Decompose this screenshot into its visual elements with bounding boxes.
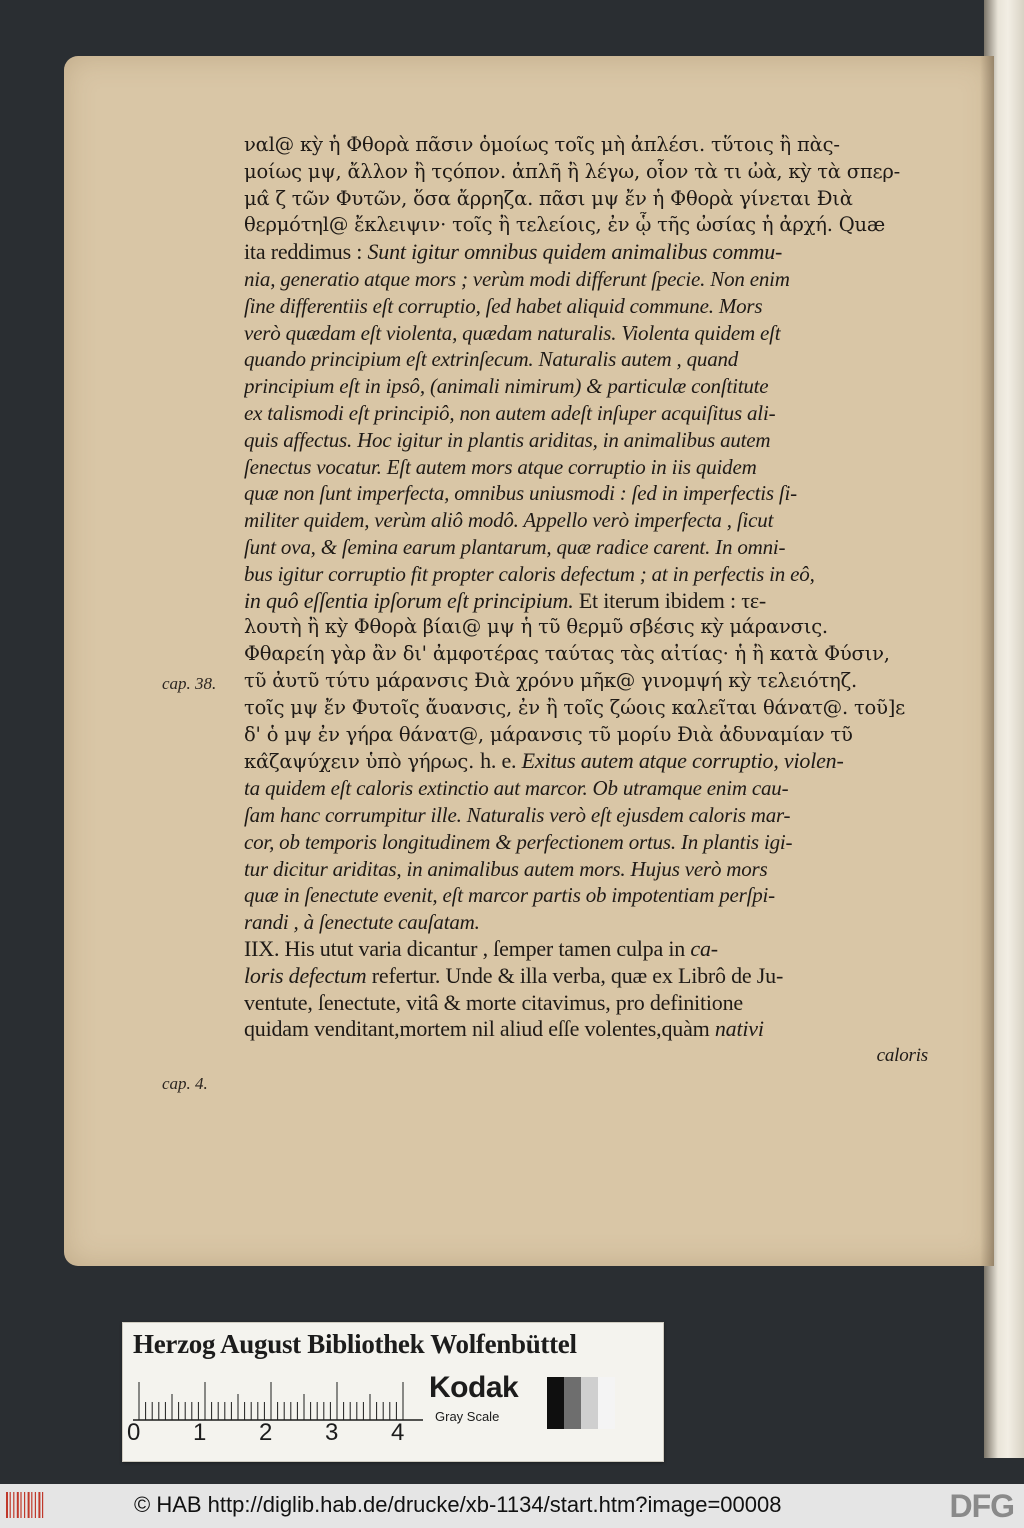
margin-notes [162,670,242,1110]
text-line [244,239,936,266]
color-calibration-card [122,1322,664,1462]
text-line: ſam hanc corrumpitur ille. Naturalis verò eſt ejusdem caloris mar- [244,802,791,827]
text-segment: quidam venditant,mortem nil aliud eſſe volentes,quàm [244,1016,715,1042]
text-line: quis affectus. Hoc igitur in plantis ariditas, in animalibus autem [244,427,771,452]
text-line [244,963,936,990]
barcode-icon [6,1492,46,1518]
text-segment: IIX. His utut varia dicantur , ſemper tamen culpa in [244,935,691,961]
footer-bar [0,1484,1024,1528]
barcode-bar [13,1492,14,1518]
text-line: ſunt ova, & ſemina earum plantarum, quæ radice carent. In omni- [244,534,786,559]
barcode-bar [10,1492,11,1518]
text-line [244,748,936,775]
barcode-bar [24,1492,25,1518]
text-line: μα̂ ζ τῶν Φυτῶν, ὅσα ἄρρηζα. πᾶσι μψ ἔν ἡ Φθορὰ γίνεται Ɖιὰ [244,186,853,210]
barcode-bar [35,1492,36,1518]
text-line: ta quidem eſt caloris extinctio aut marcor. Ob utramque enim cau- [244,776,789,801]
text-segment: in quô eſſentia ipſorum eſt principium. [244,587,579,613]
text-line: δ' ὁ μψ ἐν γήρα θάνατ@, μάρανσις τῦ μορίυ Ɖιὰ ἀδυναμίαν τῦ [244,722,853,746]
margin-note-cap-38: cap. 38. [162,674,217,693]
text-line: verò quædam eſt violenta, quædam naturalis. Violenta quidem eſt [244,320,781,345]
ruler-number: 2 [259,1419,273,1446]
gray-scale-label: Gray Scale [435,1409,500,1424]
page-text [244,132,936,1172]
text-line: ſine differentiis eſt corruptio, ſed habet aliquid commune. Mors [244,293,763,318]
margin-note-cap-4: cap. 4. [162,1074,208,1093]
text-line: τοῖς μψ ἔν Φυτοῖς ἄυανσις, ἐν ἢ τοῖς ζώοις καλεῖται θάνατ@. τοῦ]ε [244,695,906,719]
text-segment: ca- [690,935,718,961]
text-line: quæ in ſenectute evenit, eſt marcor partis ob impotentiam perſpi- [244,883,775,908]
copyright-url[interactable]: © HAB http://diglib.hab.de/drucke/xb-1134/start.htm?image=00008 [134,1492,782,1517]
text-segment: h. e. [480,748,522,774]
text-segment: Sunt igitur omnibus quidem animalibus commu- [367,239,783,265]
ruler-number: 4 [391,1419,405,1446]
library-name: Herzog August Bibliothek Wolfenbüttel [133,1329,577,1359]
text-line [244,1016,936,1043]
text-line: ex talismodi eſt principiô, non autem adeſt inſuper acquiſitus ali- [244,400,776,425]
text-line: θερμότηl@ ἔκλειψιν· τοῖς ἢ τελείοις, ἐν ᾧ τῆς ὠσίας ἡ ἀρχή. Quæ [244,213,885,237]
text-line: ναl@ κỳ ἡ Φθορὰ πᾶσιν ὁμοίως τοῖς μὴ ἀπλέσι. τὕτοις ἢ πὰς- [244,133,840,156]
text-line: tur dicitur ariditas, in animalibus autem mors. Hujus verò mors [244,856,768,881]
text-line: nia, generatio atque mors ; verùm modi differunt ſpecie. Non enim [244,266,790,291]
text-segment: Exitus autem atque corruptio, violen- [521,748,844,774]
text-segment: nativi [714,1016,764,1042]
text-line: ſenectus vocatur. Eſt autem mors atque corruptio in iis quidem [244,454,757,479]
ruler-number: 1 [193,1419,207,1446]
gray-scale-swatches [547,1377,615,1429]
text-line [244,936,936,963]
text-line: militer quidem, verùm aliô modô. Appello verò imperfecta , ſicut [244,508,774,533]
barcode-bar [38,1492,40,1518]
barcode-bar [42,1492,43,1518]
barcode-bar [17,1492,19,1518]
gray-swatch [564,1377,581,1429]
text-line: quando principium eſt extrinſecum. Naturalis autem , quand [244,347,739,372]
text-segment: ita reddimus : [244,239,368,265]
dfg-logo: DFG [949,1488,1014,1524]
gray-swatch [547,1377,564,1429]
text-segment: Et iterum ibidem : τε- [578,587,767,613]
ruler-number: 3 [325,1419,339,1446]
text-line: ventute, ſenectute, vitâ & morte citavimus, pro definitione [244,989,743,1015]
barcode-bar [31,1492,32,1518]
text-line: μοίως μψ, ἄλλον ἢ τςόπον. ἀπλῆ ἢ λέγω, οἷον τὰ τι ὠὰ, κỳ τὰ σπερ- [244,159,901,183]
barcode-bar [28,1492,30,1518]
text-line: randi , à ſenectute cauſatam. [244,910,480,935]
text-line: τῦ ἀυτῦ τύτυ μάρανσις Ɖιὰ χρόνυ μῆκ@ γινομψή κỳ τελειότηζ. [244,668,858,692]
text-line: quæ non ſunt imperfecta, omnibus uniusmodi : ſed in imperfectis ſi- [244,481,797,506]
ruler-numbers [127,1419,427,1449]
ruler-number: 0 [127,1419,141,1446]
text-segment: κα̂ζαψύχειν ὑπὸ γήρως. [244,750,481,774]
barcode-bar [6,1492,8,1518]
text-segment: loris defectum [244,962,372,988]
gray-swatch [581,1377,598,1429]
text-line: bus igitur corruptio fit propter caloris defectum ; at in perfectis in eô, [244,561,815,586]
text-line: cor, ob temporis longitudinem & perfectionem ortus. In plantis igi- [244,829,793,854]
barcode-bar [20,1492,21,1518]
text-line [244,588,936,615]
measurement-ruler [133,1381,423,1421]
text-line: λουτὴ ἢ κỳ Φθορὰ βίαι@ μψ ἡ τῦ θερμῦ σβέσις κỳ μάρανσις. [244,615,828,639]
text-line: principium eſt in ipsô, (animali nimirum) & particulæ conſtitute [244,374,769,399]
text-line: Φθαρείη γὰρ ἂν δι' ἀμφοτέρας ταύτας τὰς αἰτίας· ἡ ἢ κατὰ Φύσιν, [244,642,890,666]
gray-swatch [598,1377,615,1429]
kodak-logo: Kodak [429,1371,519,1404]
text-line: caloris [876,1045,928,1067]
text-segment: refertur. Unde & illa verba, quæ ex Librô de Ju- [371,962,784,988]
